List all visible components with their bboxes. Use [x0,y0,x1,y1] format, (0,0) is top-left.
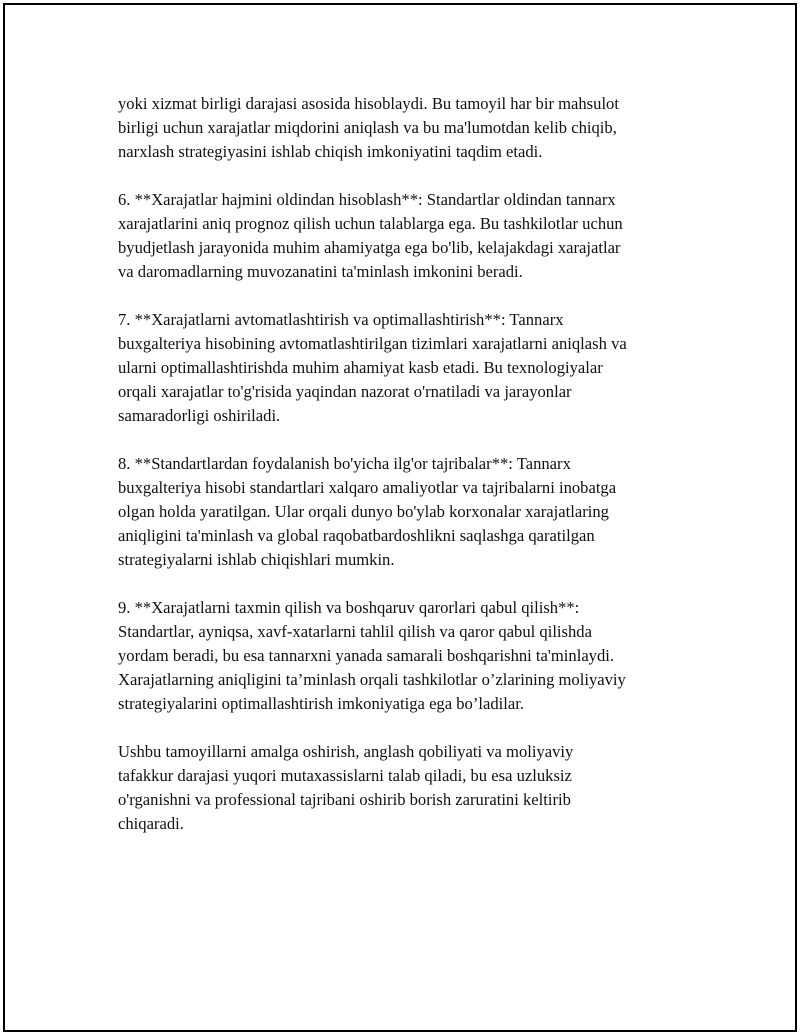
text-line: olgan holda yaratilgan. Ular orqali dunyo bo'ylab korxonalar xarajatlaring [118,502,609,521]
text-line: buxgalteriya hisobining avtomatlashtirilgan tizimlari xarajatlarni aniqlash va [118,334,627,353]
text-line: o'rganishni va professional tajribani oshirib borish zaruratini keltirib [118,790,571,809]
paragraph-item-6 [118,188,698,284]
text-line: 9. **Xarajatlarni taxmin qilish va boshqaruv qarorlari qabul qilish**: [118,598,580,617]
text-line: Ushbu tamoyillarni amalga oshirish, anglash qobiliyati va moliyaviy [118,742,574,761]
text-line: yoki xizmat birligi darajasi asosida hisoblaydi. Bu tamoyil har bir mahsulot [118,94,619,113]
paragraph-item-9 [118,596,698,716]
paragraph-item-7 [118,308,698,428]
text-line: xarajatlarini aniq prognoz qilish uchun talablarga ega. Bu tashkilotlar uchun [118,214,623,233]
text-line: Xarajatlarning aniqligini ta’minlash orqali tashkilotlar o’zlarining moliyaviy [118,670,626,689]
paragraph-item-8 [118,452,698,572]
text-line: narxlash strategiyasini ishlab chiqish imkoniyatini taqdim etadi. [118,142,543,161]
text-line: strategiyalarni ishlab chiqishlari mumkin. [118,550,395,569]
text-line: chiqaradi. [118,814,184,833]
text-line: Standartlar, ayniqsa, xavf-xatarlarni tahlil qilish va qaror qabul qilishda [118,622,592,641]
text-line: 8. **Standartlardan foydalanish bo'yicha ilg'or tajribalar**: Tannarx [118,454,571,473]
text-line: 7. **Xarajatlarni avtomatlashtirish va optimallashtirish**: Tannarx [118,310,564,329]
document-body [118,92,698,860]
text-line: buxgalteriya hisobi standartlari xalqaro amaliyotlar va tajribalarni inobatga [118,478,617,497]
text-line: va daromadlarning muvozanatini ta'minlash imkonini beradi. [118,262,523,281]
paragraph-intro-continuation [118,92,698,164]
text-line: tafakkur darajasi yuqori mutaxassislarni talab qiladi, bu esa uzluksiz [118,766,572,785]
text-line: byudjetlash jarayonida muhim ahamiyatga ega bo'lib, kelajakdagi xarajatlar [118,238,621,257]
text-line: birligi uchun xarajatlar miqdorini aniqlash va bu ma'lumotdan kelib chiqib, [118,118,617,137]
text-line: ularni optimallashtirishda muhim ahamiyat kasb etadi. Bu texnologiyalar [118,358,603,377]
text-line: orqali xarajatlar to'g'risida yaqindan nazorat o'rnatiladi va jarayonlar [118,382,572,401]
paragraph-conclusion [118,740,698,836]
text-line: 6. **Xarajatlar hajmini oldindan hisoblash**: Standartlar oldindan tannarx [118,190,616,209]
text-line: yordam beradi, bu esa tannarxni yanada samarali boshqarishni ta'minlaydi. [118,646,615,665]
text-line: strategiyalarini optimallashtirish imkoniyatiga ega bo’ladilar. [118,694,524,713]
text-line: aniqligini ta'minlash va global raqobatbardoshlikni saqlashga qaratilgan [118,526,595,545]
text-line: samaradorligi oshiriladi. [118,406,281,425]
